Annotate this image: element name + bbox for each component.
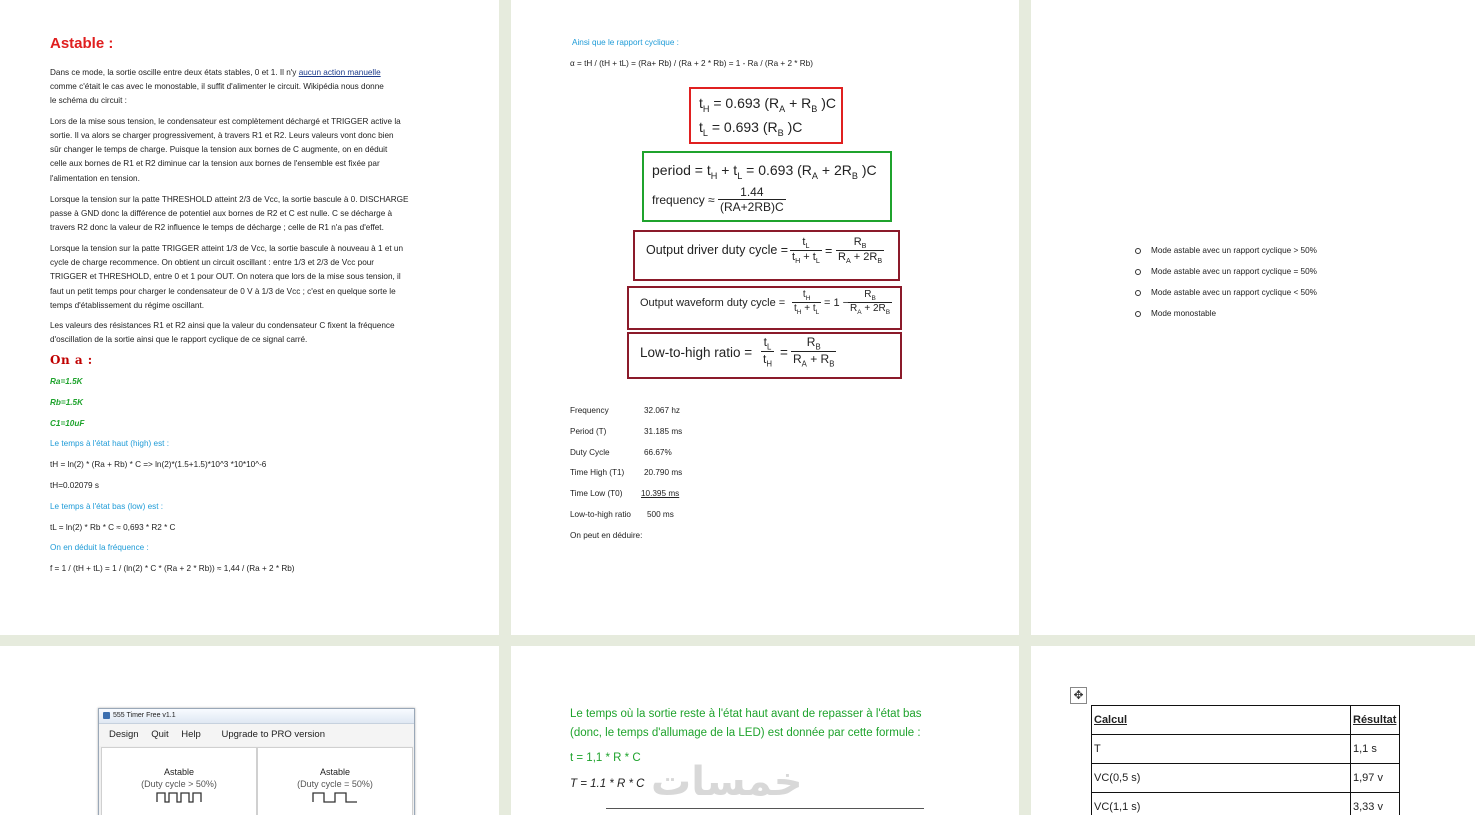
intro-line-2: comme c'était le cas avec le monostable, il suffit d'alimenter le circuit. Wikipédia nous donne <box>50 82 384 91</box>
low-high-ratio-label: Low-to-high ratio = <box>640 345 753 360</box>
page-6 <box>1031 646 1475 815</box>
measure-row: Frequency <box>570 406 609 415</box>
measure-value: 10.395 ms <box>641 489 680 498</box>
para1-line: sortie. Il va alors se charger progressivement, à travers R1 et R2. Leurs valeurs vont donc bien <box>50 131 394 140</box>
measure-row: Low-to-high ratio <box>570 510 631 519</box>
square-wave-icon <box>312 791 358 803</box>
deduce-text: On peut en déduire: <box>570 531 643 540</box>
period-equation: period = $t_H + t_L = 0.693$ ($R_A + 2R_B$ )C <box>652 162 877 181</box>
waveform-duty-fraction-2: $\frac{R_B}{R_A + 2R_B}$ <box>850 289 891 316</box>
measure-value: 32.067 hz <box>644 406 680 415</box>
mode-item: Mode astable avec un rapport cyclique < 50% <box>1135 288 1317 297</box>
measure-value: 500 ms <box>647 510 674 519</box>
frequency-heading: On en déduit la fréquence : <box>50 543 149 552</box>
low-high-ratio-fraction-1: $\frac{t_L}{t_H}$ <box>763 335 772 369</box>
card-astable-gt50[interactable]: Astable (Duty cycle > 50%) <box>101 747 257 815</box>
formula-box-th-tl <box>689 87 843 144</box>
para1-line: sûr changer le temps de charge. Puisque la tension aux bornes de C augmente, on en déduit <box>50 145 388 154</box>
duty-cycle-heading: Ainsi que le rapport cyclique : <box>572 38 679 47</box>
led-text-line-2: (donc, le temps d'allumage de la LED) est donnée par cette formule : <box>570 727 921 739</box>
watermark: خمسات <box>651 759 803 805</box>
table-row: VC(1,1 s) 3,33 v <box>1092 793 1400 815</box>
frequency-formula: f = 1 / (tH + tL) = 1 / (ln(2) * C * (Ra + 2 * Rb)) ≈ 1,44 / (Ra + 2 * Rb) <box>50 564 295 573</box>
tl-formula: tL = ln(2) * Rb * C ≈ 0,693 * R2 * C <box>50 523 176 532</box>
para3-line: Lorsque la tension sur la patte TRIGGER atteint 1/3 de Vcc, la sortie bascule à nouveau à 1 et un <box>50 244 404 253</box>
formula-box-driver-duty: Output driver duty cycle = $\frac{t_L}{t_H + t_L}$ = $\frac{R_B}{R_A + 2R_B}$ <box>633 230 900 281</box>
horizontal-rule <box>606 808 924 809</box>
low-high-ratio-fraction-2: $\frac{R_B}{R_A + R_B}$ <box>793 335 835 369</box>
frequency-fraction: $\frac{1.44}{(RA+2RB)C}$ <box>720 185 784 214</box>
para4-line: Les valeurs des résistances R1 et R2 ainsi que la valeur du condensateur C fixent la fréquence <box>50 321 395 330</box>
table-row: T 1,1 s <box>1092 735 1400 764</box>
th-value: tH=0.02079 s <box>50 481 99 490</box>
driver-duty-fraction-2: $\frac{R_B}{R_A + 2R_B}$ <box>838 236 883 266</box>
formula-T: T = 1.1 * R * C <box>570 778 645 790</box>
waveform-duty-fraction-1: $\frac{t_H}{t_H + t_L}$ <box>794 289 820 316</box>
para1-line: l'alimentation en tension. <box>50 174 140 183</box>
on-a-heading: On a : <box>50 353 93 367</box>
card-astable-eq50[interactable]: Astable (Duty cycle = 50%) <box>257 747 413 815</box>
measure-row: Time Low (T0) <box>570 489 623 498</box>
para1-line: Lors de la mise sous tension, le condensateur est complètement déchargé et TRIGGER active la <box>50 117 401 126</box>
app-icon <box>103 712 110 719</box>
para2-line: travers R2 donc la valeur de R2 influence le temps de décharge ; celle de R1 n'a pas d'effet. <box>50 223 384 232</box>
table-move-handle-icon[interactable]: ✥ <box>1070 687 1087 704</box>
page-3 <box>1031 0 1475 635</box>
measure-row: Time High (T1) <box>570 468 625 477</box>
high-time-heading: Le temps à l'état haut (high) est : <box>50 439 169 448</box>
para2-line: passe à GND donc la différence de potentiel aux bornes de R2 et C est nulle. C se décharge à <box>50 209 393 218</box>
driver-duty-label: Output driver duty cycle = <box>646 243 789 257</box>
rb-value: Rb=1.5K <box>50 398 83 407</box>
mode-item: Mode monostable <box>1135 309 1216 318</box>
page-4 <box>0 646 499 815</box>
measure-value: 31.185 ms <box>644 427 683 436</box>
para3-line: TRIGGER et THRESHOLD, entre 0 et 1 pour OUT. On notera que lors de la mise sous tension, il <box>50 272 401 281</box>
para4-line: d'oscillation de la sortie ainsi que le rapport cyclique de ce signal carré. <box>50 335 308 344</box>
para3-line: temps d'établissement du régime oscillant. <box>50 301 205 310</box>
driver-duty-fraction-1: $\frac{t_L}{t_H + t_L}$ <box>792 236 820 266</box>
frequency-label: frequency ≈ <box>652 193 715 207</box>
ra-value: Ra=1.5K <box>50 377 83 386</box>
page-2 <box>511 0 1019 635</box>
para3-line: faut un petit temps pour charger le condensateur de 0 V à 1/3 de Vcc ; c'est en quelque sorte le <box>50 287 396 296</box>
mode-item: Mode astable avec un rapport cyclique > 50% <box>1135 246 1317 255</box>
results-table <box>1091 705 1400 815</box>
th-formula: tH = ln(2) * (Ra + Rb) * C => ln(2)*(1.5+1.5)*10^3 *10*10^-6 <box>50 460 267 469</box>
led-text-line-1: Le temps où la sortie reste à l'état haut avant de repasser à l'état bas <box>570 708 922 720</box>
table-row: VC(0,5 s) 1,97 v <box>1092 764 1400 793</box>
low-time-heading: Le temps à l'état bas (low) est : <box>50 502 164 511</box>
c1-value: C1=10uF <box>50 419 85 428</box>
th-equation: $t_H = 0.693$ ($R_A + R_B$ )C <box>699 95 837 114</box>
app-window-screenshot <box>98 708 415 815</box>
waveform-duty-one: = 1 − <box>824 297 850 309</box>
table-header-row <box>1092 706 1400 735</box>
menu-quit[interactable]: Quit <box>151 729 169 740</box>
waveform-duty-label: Output waveform duty cycle = <box>640 297 786 309</box>
intro-line-1: Dans ce mode, la sortie oscille entre deux états stables, 0 et 1. Il n'y aucun action manuelle <box>50 68 381 77</box>
para1-line: celle aux bornes de R1 et R2 diminue car la tension aux bornes de l'ensemble est fixée par <box>50 159 380 168</box>
measure-row: Period (T) <box>570 427 607 436</box>
intro-line-3: le schéma du circuit : <box>50 96 127 105</box>
menu-design[interactable]: Design <box>109 729 139 740</box>
square-wave-icon <box>156 791 202 803</box>
window-menubar <box>99 724 414 746</box>
measure-row: Duty Cycle <box>570 448 610 457</box>
formula-box-period-frequency <box>642 151 892 222</box>
measure-value: 20.790 ms <box>644 468 683 477</box>
header-resultat: Résultat <box>1351 706 1400 735</box>
mode-item: Mode astable avec un rapport cyclique = 50% <box>1135 267 1317 276</box>
header-calcul: Calcul <box>1092 706 1351 735</box>
alpha-formula: α = tH / (tH + tL) = (Ra+ Rb) / (Ra + 2 * Rb) = 1 - Ra / (Ra + 2 * Rb) <box>570 59 813 68</box>
tl-equation: $t_L = 0.693$ ($R_B$ )C <box>699 119 803 138</box>
intro-link[interactable]: aucun action manuelle <box>298 68 381 77</box>
formula-t: t = 1,1 * R * C <box>570 752 641 764</box>
section-title: Astable : <box>50 35 114 52</box>
page-1 <box>0 0 499 635</box>
menu-upgrade[interactable]: Upgrade to PRO version <box>221 729 325 740</box>
para2-line: Lorsque la tension sur la patte THRESHOLD atteint 2/3 de Vcc, la sortie bascule à 0. DISCHARGE <box>50 195 409 204</box>
measure-value: 66.67% <box>644 448 672 457</box>
formula-box-waveform-duty <box>627 286 902 330</box>
window-titlebar: 555 Timer Free v1.1 <box>99 709 414 724</box>
page-5 <box>511 646 1019 815</box>
para3-line: cycle de charge recommence. On obtient un circuit oscillant : entre 1/3 et 2/3 de Vcc pour <box>50 258 375 267</box>
menu-help[interactable]: Help <box>181 729 201 740</box>
formula-box-low-high-ratio: Low-to-high ratio = $\frac{t_L}{t_H}$ = $\frac{R_B}{R_A + R_B}$ <box>627 332 902 379</box>
